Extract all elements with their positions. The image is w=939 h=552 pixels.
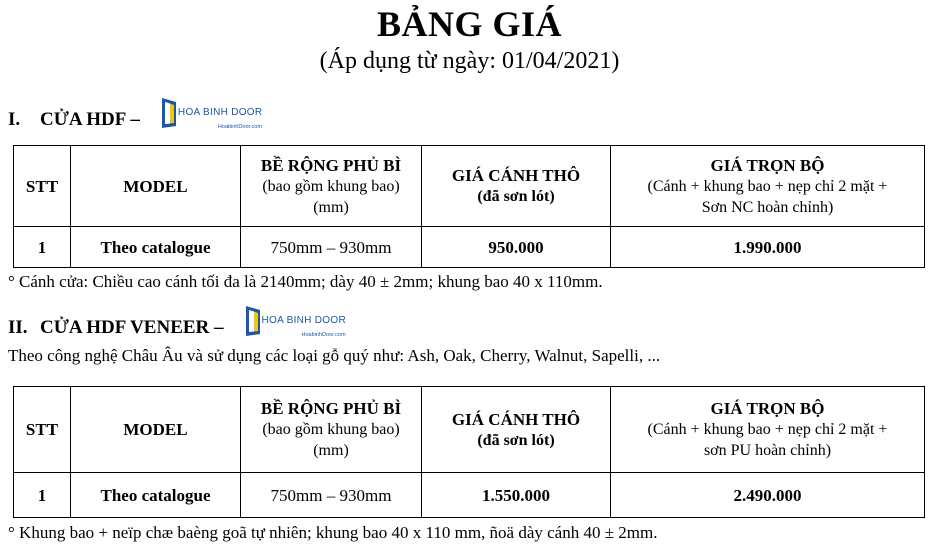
cell-full-price: 2.490.000 (611, 473, 925, 518)
table-header-row (14, 146, 925, 227)
header-raw-line2: (đã sơn lót) (477, 431, 555, 449)
header-width-title: BỀ RỘNG PHỦ BÌ (260, 399, 402, 418)
section-description: Theo công nghệ Châu Âu và sử dụng các loại gỗ quý như: Ash, Oak, Cherry, Walnut, Sapelli, ... (8, 346, 661, 365)
header-full-title: GIÁ TRỌN BỘ (710, 155, 825, 175)
cell-raw-price: 1.550.000 (422, 473, 611, 518)
header-stt: STT (14, 387, 71, 473)
note-hdf-veneer: ° Khung bao + neïp chæ baèng goã tự nhiên; khung bao 40 x 110 mm, ñoä dày cánh 40 ± 2mm. (8, 523, 658, 542)
header-width-title: BỀ RỘNG PHỦ BÌ (260, 155, 402, 175)
page-title: BẢNG GIÁ (376, 4, 563, 44)
header-model: MODEL (71, 146, 241, 227)
note-hdf: ° Cánh cửa: Chiều cao cánh tối đa là 2140mm; dày 40 ± 2mm; khung bao 40 x 110mm. (8, 272, 603, 291)
section-number: II. (8, 317, 28, 338)
header-full-line3: sơn PU hoàn chỉnh) (703, 442, 832, 459)
header-raw-line2: (đã sơn lót) (477, 188, 555, 205)
cell-width: 750mm – 930mm (241, 227, 422, 268)
logo-brand-text: HOA BINH DOOR (261, 315, 346, 326)
header-full-title: GIÁ TRỌN BỘ (710, 399, 825, 418)
header-width-line2: (bao gồm khung bao) (262, 421, 400, 438)
section-number: I. (8, 109, 21, 130)
section-title: CỬA HDF VENEER – (40, 317, 224, 338)
cell-width: 750mm – 930mm (241, 473, 422, 518)
cell-full-price: 1.990.000 (611, 227, 925, 268)
header-model: MODEL (71, 387, 241, 473)
header-raw-price (422, 146, 611, 227)
cell-stt: 1 (14, 473, 71, 518)
header-raw-title: GIÁ CÁNH THÔ (451, 409, 581, 429)
table-row (14, 227, 925, 268)
header-width-line3: (mm) (313, 442, 349, 459)
table-header-row (14, 387, 925, 473)
hoa-binh-door-logo (244, 304, 354, 338)
cell-model: Theo catalogue (71, 473, 241, 518)
header-stt: STT (14, 146, 71, 227)
logo-site-text: HoabinhDoor.com (217, 124, 262, 130)
header-full-price (611, 387, 925, 473)
table-row (14, 473, 925, 518)
cell-raw-price: 950.000 (422, 227, 611, 268)
header-full-line2: (Cánh + khung bao + nẹp chỉ 2 mặt + (647, 177, 888, 195)
page-subtitle: (Áp dụng từ ngày: 01/04/2021) (319, 48, 620, 74)
header-raw-price (422, 387, 611, 473)
header-full-line3: Sơn NC hoàn chỉnh) (701, 198, 834, 216)
header-width-line2: (bao gồm khung bao) (262, 177, 400, 195)
header-width (241, 387, 422, 473)
cell-stt: 1 (14, 227, 71, 268)
section-heading-hdf-veneer (8, 316, 354, 340)
section-title: CỬA HDF – (40, 109, 140, 130)
hoa-binh-door-logo (160, 96, 270, 130)
header-raw-title: GIÁ CÁNH THÔ (451, 166, 581, 185)
logo-site-text: HoabinhDoor.com (301, 332, 346, 338)
header-full-line2: (Cánh + khung bao + nẹp chỉ 2 mặt + (647, 421, 888, 438)
header-width (241, 146, 422, 227)
section-heading-hdf (8, 108, 270, 132)
price-table-hdf (13, 145, 925, 268)
price-table-hdf-veneer (13, 386, 925, 518)
cell-model: Theo catalogue (71, 227, 241, 268)
header-width-line3: (mm) (313, 198, 349, 216)
header-full-price (611, 146, 925, 227)
logo-brand-text: HOA BINH DOOR (177, 107, 263, 118)
